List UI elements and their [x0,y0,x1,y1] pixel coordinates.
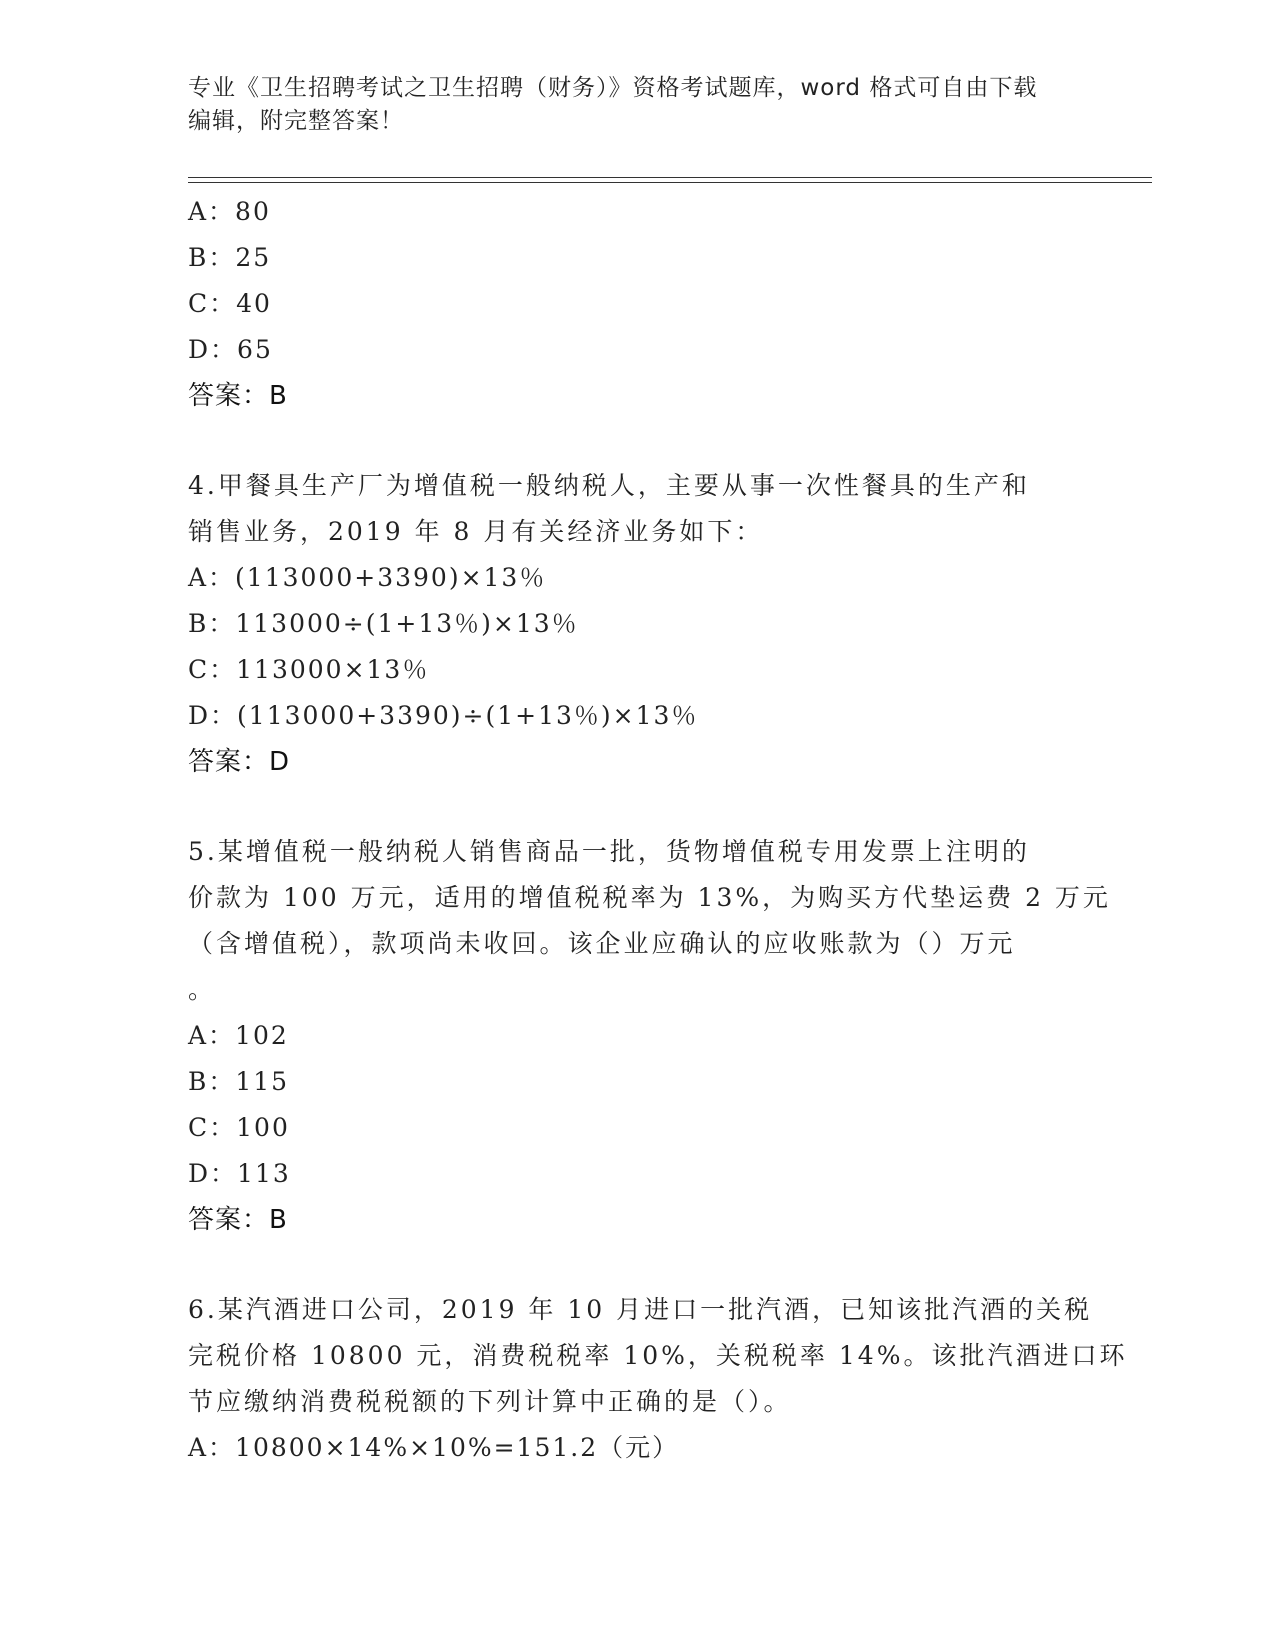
option-b: B：115 [188,1067,290,1096]
option-c: C：100 [188,1113,290,1142]
question-6 [188,1287,1128,1471]
question-text-line: 6.某汽酒进口公司，2019 年 10 月进口一批汽酒，已知该批汽酒的关税 [188,1295,1093,1324]
question-4 [188,463,1088,785]
question-text-line: （含增值税），款项尚未收回。该企业应确认的应收账款为（）万元 [188,929,1016,958]
option-a: A：(113000+3390)×13％ [188,563,547,592]
option-a: A：10800×14%×10%=151.2（元） [188,1433,680,1462]
option-d: D：65 [188,335,273,364]
question-text-line: 销售业务，2019 年 8 月有关经济业务如下： [188,517,764,546]
answer-line: 答案：B [188,381,288,411]
header-line-1: 专业《卫生招聘考试之卫生招聘（财务）》资格考试题库，word 格式可自由下载 [188,75,1038,101]
header-divider-bottom [188,182,1152,183]
answer-line: 答案：B [188,1205,288,1235]
question-5 [188,829,1111,1243]
question-text-line: 4.甲餐具生产厂为增值税一般纳税人，主要从事一次性餐具的生产和 [188,471,1030,500]
option-b: B：113000÷(1+13％)×13％ [188,609,579,638]
answer-line: 答案：D [188,747,291,777]
option-a: A：80 [188,197,271,226]
option-b: B：25 [188,243,272,272]
option-c: C：40 [188,289,272,318]
option-d: D：(113000+3390)÷(1+13％)×13％ [188,701,699,730]
question-text-line: 。 [188,975,217,1004]
option-c: C：113000×13％ [188,655,430,684]
question-3 [188,189,1088,419]
document-header [188,72,1068,138]
question-text-line: 价款为 100 万元，适用的增值税税率为 13%，为购买方代垫运费 2 万元 [188,883,1111,912]
header-divider-top [188,177,1152,178]
question-text-line: 完税价格 10800 元，消费税税率 10%，关税税率 14%。该批汽酒进口环 [188,1341,1128,1370]
question-content [188,189,1128,1471]
question-text-line: 5.某增值税一般纳税人销售商品一批，货物增值税专用发票上注明的 [188,837,1030,866]
option-d: D：113 [188,1159,291,1188]
option-a: A：102 [188,1021,289,1050]
header-line-2: 编辑，附完整答案！ [188,108,404,134]
question-text-line: 节应缴纳消费税税额的下列计算中正确的是（）。 [188,1387,792,1416]
